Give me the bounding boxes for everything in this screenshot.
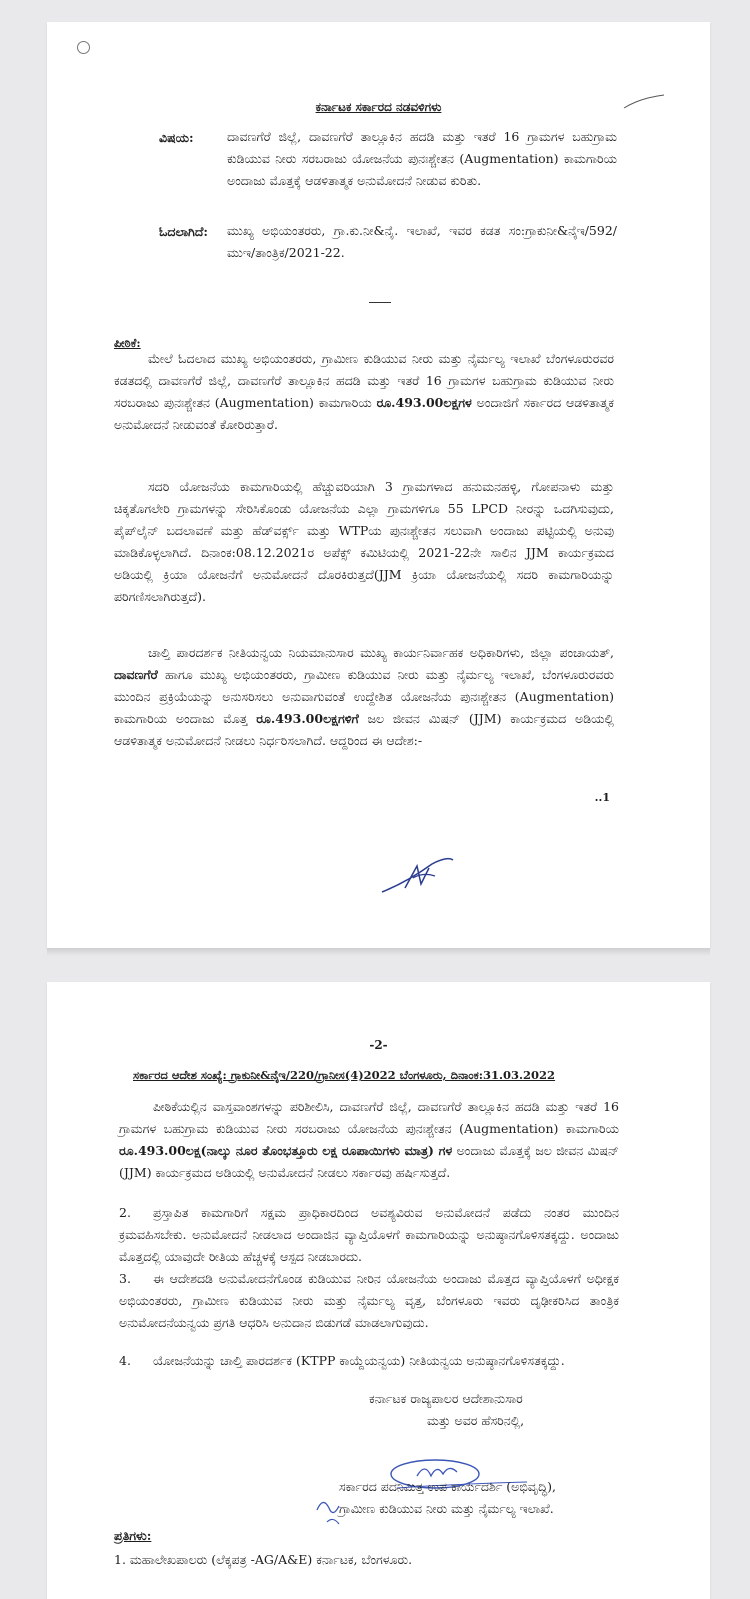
preamble-paragraph-2: ಸದರಿ ಯೋಜನೆಯ ಕಾಮಗಾರಿಯಲ್ಲಿ ಹೆಚ್ಚುವರಿಯಾಗಿ 3 ಗ್ರಾಮಗಳಾದ ಹನುಮನಹಳ್ಳಿ, ಗೋಪನಾಳು ಮತ್ತು ಚಿಕ್ಕತೊಗಲೇರಿ ಗ್ರಾಮಗಳನ್ನು ಸೇರಿಸಿಕೊಂಡು ಯೋಜನೆಯ ಎಲ್ಲಾ ಗ್ರಾಮಗಳಿಗೂ 55 LPCD ನೀರನ್ನು ಒದಗಿಸುವುದು, ಪೈಪ್‌ಲೈನ್ ಬದಲಾವಣೆ ಮತ್ತು ಹೆಡ್‌ವರ್ಕ್ಸ್ ಮತ್ತು WTPಯ ಪುನಃಶ್ಚೇತನ ಸಲುವಾಗಿ ಅಂದಾಜು ಪಟ್ಟಿಯಲ್ಲಿ ಅನುವು ಮಾಡಿಕೊಳ್ಳಲಾಗಿದೆ. ದಿನಾಂಕ:08.12.2021ರ ಅಪೆಕ್ಸ್ ಕಮಿಟಿಯಲ್ಲಿ 2021-22ನೇ ಸಾಲಿನ JJM ಕಾರ್ಯಕ್ರಮದ ಅಡಿಯಲ್ಲಿ ಕ್ರಿಯಾ ಯೋಜನೆಗೆ ಅನುಮೋದನೆ ದೊರಕಿರುತ್ತದೆ(JJM ಕ್ರಿಯಾ ಯೋಜನೆಯಲ್ಲಿ ಸದರಿ ಕಾಮಗಾರಿಯನ್ನು ಪರಿಗಣಿಸಲಾಗಿರುತ್ತದೆ). — [114, 479, 614, 604]
para3-text-b: ಹಾಗೂ ಮುಖ್ಯ ಅಭಿಯಂತರರು, ಗ್ರಾಮೀಣ ಕುಡಿಯುವ ನೀರು ಮತ್ತು ನೈರ್ಮಲ್ಯ ಇಲಾಖೆ, ಬೆಂಗಳೂರುರವರು ಮುಂದಿನ ಪ್ರಕ್ರಿಯೆಯನ್ನು ಅನುಸರಿಸಲು ಅನುವಾಗುವಂತೆ ಉದ್ದೇಶಿತ ಯೋಜನೆಯ ಪುನಃಶ್ಚೇತನ (Augmentation) ಕಾಮಗಾರಿಯ ಅಂದಾಜು ಮೊತ್ತ — [114, 667, 614, 726]
page-number: -2- — [369, 1038, 388, 1052]
para3-text-a: ಚಾಲ್ತಿ ಪಾರದರ್ಶಕ ನೀತಿಯನ್ವಯ ನಿಯಮಾನುಸಾರ ಮುಖ್ಯ ಕಾರ್ಯನಿರ್ವಾಹಕ ಅಧಿಕಾರಿಗಳು, ಜಿಲ್ಲಾ ಪಂಚಾಯತ್, — [148, 645, 614, 660]
preamble-paragraph-1 — [114, 348, 614, 436]
item-4-text: ಯೋಜನೆಯನ್ನು ಚಾಲ್ತಿ ಪಾರದರ್ಶಕ (KTPP ಕಾಯ್ದೆಯನ್ವಯ) ನೀತಿಯನ್ವಯ ಅನುಷ್ಠಾನಗೊಳಿಸತಕ್ಕದ್ದು. — [153, 1353, 565, 1368]
item-2-number: 2. — [119, 1205, 131, 1220]
continued-marker: ..1 — [594, 791, 610, 804]
order-paragraph-1 — [119, 1096, 619, 1184]
by-order-line-2: ಮತ್ತು ಅವರ ಹೆಸರಿನಲ್ಲಿ, — [427, 1413, 525, 1428]
signatory-designation: ಸರ್ಕಾರದ ಪದನಿಮಿತ್ತ ಉಪ ಕಾರ್ಯದರ್ಶಿ (ಅಭಿವೃದ್ಧಿ), — [339, 1479, 557, 1494]
item-3-text: ಈ ಆದೇಶದಡಿ ಅನುಮೋದನೆಗೊಂಡ ಕುಡಿಯುವ ನೀರಿನ ಯೋಜನೆಯ ಅಂದಾಜು ಮೊತ್ತದ ವ್ಯಾಪ್ತಿಯೊಳಗೆ ಅಧೀಕ್ಷಕ ಅಭಿಯಂತರರು, ಗ್ರಾಮೀಣ ಕುಡಿಯುವ ನೀರು ಮತ್ತು ನೈರ್ಮಲ್ಯ ವೃತ್ತ, ಬೆಂಗಳೂರು ಇವರು ದೃಢೀಕರಿಸಿದ ತಾಂತ್ರಿಕ ಅನುಮೋದನೆಯನ್ವಯ ಪ್ರಗತಿ ಆಧರಿಸಿ ಅನುದಾನ ಬಿಡುಗಡೆ ಮಾಡಲಾಗುವುದು. — [119, 1271, 619, 1330]
document-page-1 — [47, 22, 710, 948]
order-para1-amount: ರೂ.493.00ಲಕ್ಷ(ನಾಲ್ಕು ನೂರ ತೊಂಭತ್ತೂರು ಲಕ್ಷ ರೂಪಾಯಿಗಳು ಮಾತ್ರ) ಗಳ — [119, 1143, 453, 1158]
document-title: ಕರ್ನಾಟಕ ಸರ್ಕಾರದ ನಡವಳಿಗಳು — [315, 100, 442, 114]
divider — [369, 302, 391, 303]
subject-text: ದಾವಣಗೆರೆ ಜಿಲ್ಲೆ, ದಾವಣಗೆರೆ ತಾಲ್ಲೂಕಿನ ಹದಡಿ ಮತ್ತು ಇತರೆ 16 ಗ್ರಾಮಗಳ ಬಹುಗ್ರಾಮ ಕುಡಿಯುವ ನೀರು ಸರಬರಾಜು ಯೋಜನೆಯ ಪುನಃಶ್ಚೇತನ (Augmentation) ಕಾಮಗಾರಿಯ ಅಂದಾಜು ಮೊತ್ತಕ್ಕೆ ಆಡಳಿತಾತ್ಮಕ ಅನುಮೋದನೆ ನೀಡುವ ಕುರಿತು. — [227, 129, 617, 188]
signatory-department: ಗ್ರಾಮೀಣ ಕುಡಿಯುವ ನೀರು ಮತ್ತು ನೈರ್ಮಲ್ಯ ಇಲಾಖೆ. — [339, 1501, 554, 1516]
para3-text-c: ಜಲ ಜೀವನ ಮಿಷನ್ (JJM) ಕಾರ್ಯಕ್ರಮದ ಅಡಿಯಲ್ಲಿ ಆಡಳಿತಾತ್ಮಕ ಅನುಮೋದನೆ ನೀಡಲು ನಿರ್ಧರಿಸಲಾಗಿದೆ. ಆದ್ದರಿಂದ ಈ ಆದೇಶ:- — [114, 711, 614, 748]
copy-recipient-1: 1. ಮಹಾಲೇಖಪಾಲರು (ಲೆಕ್ಕಪತ್ರ -AG/A&E) ಕರ್ನಾಟಕ, ಬೆಂಗಳೂರು. — [114, 1552, 413, 1567]
order-item-4 — [119, 1350, 619, 1372]
by-order-line-1: ಕರ್ನಾಟಕ ರಾಜ್ಯಪಾಲರ ಆದೇಶಾನುಸಾರ — [369, 1391, 523, 1406]
item-4-number: 4. — [119, 1353, 131, 1368]
item-3-number: 3. — [119, 1271, 131, 1286]
order-para1-text-a: ಪೀಠಿಕೆಯಲ್ಲಿನ ವಾಸ್ತವಾಂಶಗಳನ್ನು ಪರಿಶೀಲಿಸಿ, ದಾವಣಗೆರೆ ಜಿಲ್ಲೆ, ದಾವಣಗೆರೆ ತಾಲ್ಲೂಕಿನ ಹದಡಿ ಮತ್ತು ಇತರೆ 16 ಗ್ರಾಮಗಳ ಬಹುಗ್ರಾಮ ಕುಡಿಯುವ ನೀರು ಸರಬರಾಜು ಯೋಜನೆಯ ಪುನಃಶ್ಚೇತನ (Augmentation) ಕಾಮಗಾರಿಯ — [119, 1099, 619, 1136]
item-2-text: ಪ್ರಸ್ತಾಪಿತ ಕಾಮಗಾರಿಗೆ ಸಕ್ಷಮ ಪ್ರಾಧಿಕಾರದಿಂದ ಅವಶ್ಯವಿರುವ ಅನುಮೋದನೆ ಪಡೆದು ನಂತರ ಮುಂದಿನ ಕ್ರಮವಹಿಸಬೇಕು. ಅನುಮೋದನೆ ನೀಡಲಾದ ಅಂದಾಜಿನ ವ್ಯಾಪ್ತಿಯೊಳಗೆ ಕಾಮಗಾರಿಯನ್ನು ಅನುಷ್ಠಾನಗೊಳಿಸತಕ್ಕದ್ದು. ಅಂದಾಜು ಮೊತ್ತದಲ್ಲಿ ಯಾವುದೇ ರೀತಿಯ ಹೆಚ್ಚಳಕ್ಕೆ ಆಸ್ಪದ ನೀಡಬಾರದು. — [119, 1205, 619, 1264]
document-page-2 — [47, 982, 710, 1599]
para1-amount: ರೂ.493.00ಲಕ್ಷಗಳ — [376, 395, 472, 410]
preamble-heading: ಪೀಠಿಕೆ: — [114, 336, 141, 350]
punch-hole-icon — [77, 41, 90, 54]
government-order-number: ಸರ್ಕಾರದ ಆದೇಶ ಸಂಖ್ಯೆ: ಗ್ರಾಕುನೀ&ನೈಇ/220/ಗ್ರಾನೀಸ(4)2022 ಬೆಂಗಳೂರು, ದಿನಾಂಕ:31.03.2022 — [133, 1068, 556, 1082]
initials-signature-icon — [377, 852, 457, 897]
copies-heading: ಪ್ರತಿಗಳು: — [114, 1528, 152, 1543]
para3-district: ದಾವಣಗೆರೆ — [114, 667, 158, 682]
para1-text-a: ಮೇಲೆ ಓದಲಾದ ಮುಖ್ಯ ಅಭಿಯಂತರರು, ಗ್ರಾಮೀಣ ಕುಡಿಯುವ ನೀರು ಮತ್ತು ನೈರ್ಮಲ್ಯ ಇಲಾಖೆ ಬೆಂಗಳೂರುರವರ ಕಡತದಲ್ಲಿ ದಾವಣಗೆರೆ ಜಿಲ್ಲೆ, ದಾವಣಗೆರೆ ತಾಲ್ಲೂಕಿನ ಹದಡಿ ಮತ್ತು ಇತರೆ 16 ಗ್ರಾಮಗಳ ಬಹುಗ್ರಾಮ ಕುಡಿಯುವ ನೀರು ಸರಬರಾಜು ಪುನಃಶ್ಚೇತನ (Augmentation) ಕಾಮಗಾರಿಯ — [114, 351, 614, 410]
read-text: ಮುಖ್ಯ ಅಭಿಯಂತರರು, ಗ್ರಾ.ಕು.ನೀ&ನೈ. ಇಲಾಖೆ, ಇವರ ಕಡತ ಸಂ:ಗ್ರಾಕುನೀ&ನೈಇ/592/ಮುಇ/ತಾಂತ್ರಿಕ/2021-22. — [227, 223, 617, 260]
order-item-3 — [119, 1268, 619, 1334]
page-separator — [47, 948, 710, 956]
read-label: ಓದಲಾಗಿದೆ: — [159, 224, 209, 239]
para3-amount: ರೂ.493.00ಲಕ್ಷಗಳಿಗೆ — [256, 711, 359, 726]
preamble-paragraph-3 — [114, 642, 614, 752]
subject-label: ವಿಷಯ: — [159, 130, 194, 145]
order-item-2 — [119, 1202, 619, 1268]
order-para1-text-b: ಅಂದಾಜು ಮೊತ್ತಕ್ಕೆ ಜಲ ಜೀವನ ಮಿಷನ್ (JJM) ಕಾರ್ಯಕ್ರಮದ ಅಡಿಯಲ್ಲಿ ಅನುಮೋದನೆ ನೀಡಲು ಸರ್ಕಾರವು ಹರ್ಷಿಸುತ್ತದೆ. — [119, 1143, 619, 1180]
para1-text-b: ಅಂದಾಜಿಗೆ ಸರ್ಕಾರದ ಆಡಳಿತಾತ್ಮಕ ಅನುಮೋದನೆ ನೀಡುವಂತೆ ಕೋರಿರುತ್ತಾರೆ. — [114, 395, 614, 432]
